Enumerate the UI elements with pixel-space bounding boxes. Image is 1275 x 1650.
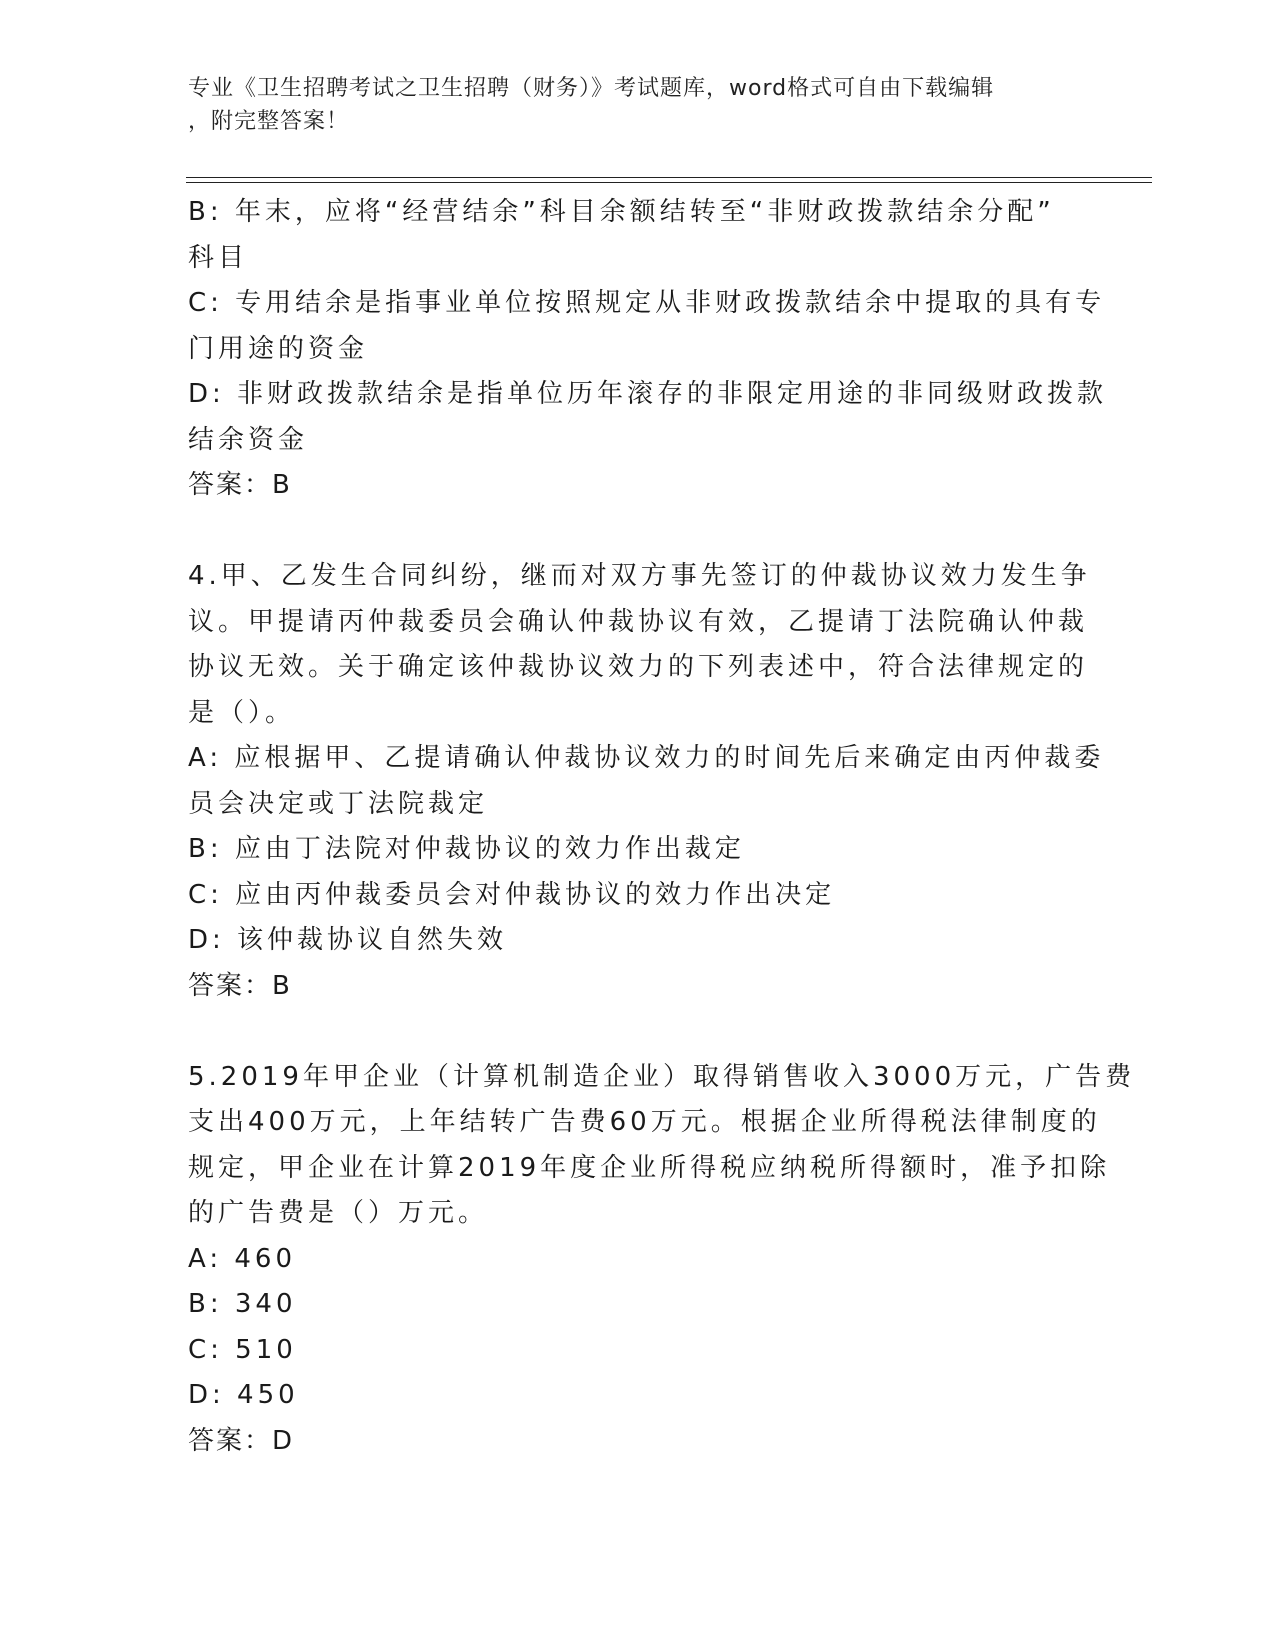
header-divider-top	[186, 177, 1152, 178]
q3-option-d-line-1: D: 非财政拨款结余是指单位历年滚存的非限定用途的非同级财政拨款	[188, 379, 1108, 409]
q5-option-c: C: 510	[188, 1334, 297, 1365]
q3-option-d-line-2: 结余资金	[188, 424, 309, 455]
q3-option-c-line-2: 门用途的资金	[188, 333, 369, 364]
spacer	[188, 1009, 1088, 1055]
q4-option-d: D: 该仲裁协议自然失效	[188, 925, 508, 955]
q4-stem-line-3: 协议无效。关于确定该仲裁协议效力的下列表述中，符合法律规定的	[188, 652, 1089, 682]
q5-option-a: A: 460	[188, 1243, 296, 1274]
question-5	[188, 1055, 1136, 1465]
document-body	[188, 190, 1136, 1464]
q5-stem-line-4: 的广告费是（）万元。	[188, 1198, 489, 1228]
q4-stem-line-2: 议。甲提请丙仲裁委员会确认仲裁协议有效，乙提请丁法院确认仲裁	[188, 606, 1089, 637]
q4-option-a-line-1: A: 应根据甲、乙提请确认仲裁协议效力的时间先后来确定由丙仲裁委	[188, 743, 1105, 773]
q4-stem-line-1: 4.甲、乙发生合同纠纷，继而对双方事先签订的仲裁协议效力发生争	[188, 561, 1091, 591]
q4-stem-line-4: 是（）。	[188, 697, 296, 728]
q4-option-b: B: 应由丁法院对仲裁协议的效力作出裁定	[188, 834, 745, 864]
header-divider-bottom	[186, 182, 1152, 183]
q4-option-c: C: 应由丙仲裁委员会对仲裁协议的效力作出决定	[188, 879, 836, 910]
q5-option-d: D: 450	[188, 1380, 299, 1410]
q5-answer: 答案：D	[188, 1425, 295, 1456]
q3-option-b-line-2: 科目	[188, 242, 249, 273]
header-line-2: ，附完整答案！	[188, 109, 350, 134]
q3-answer: 答案：B	[188, 470, 292, 500]
q4-option-a-line-2: 员会决定或丁法院裁定	[188, 788, 489, 819]
q4-answer: 答案：B	[188, 970, 292, 1001]
document-header	[188, 72, 1088, 138]
q5-stem-line-1: 5.2019年甲企业（计算机制造企业）取得销售收入3000万元，广告费	[188, 1061, 1136, 1092]
q5-stem-line-3: 规定，甲企业在计算2019年度企业所得税应纳税所得额时，准予扣除	[188, 1152, 1111, 1183]
q3-option-b-line-1: B: 年末，应将“经营结余”科目余额结转至“非财政拨款结余分配”	[188, 197, 1055, 227]
question-4	[188, 554, 1105, 1009]
q5-option-b: B: 340	[188, 1289, 297, 1319]
spacer	[188, 509, 1088, 555]
q3-option-c-line-1: C: 专用结余是指事业单位按照规定从非财政拨款结余中提取的具有专	[188, 288, 1106, 318]
question-3-tail	[188, 190, 1108, 509]
header-line-1: 专业《卫生招聘考试之卫生招聘（财务）》考试题库，word格式可自由下载编辑	[188, 76, 995, 101]
q5-stem-line-2: 支出400万元，上年结转广告费60万元。根据企业所得税法律制度的	[188, 1107, 1101, 1137]
